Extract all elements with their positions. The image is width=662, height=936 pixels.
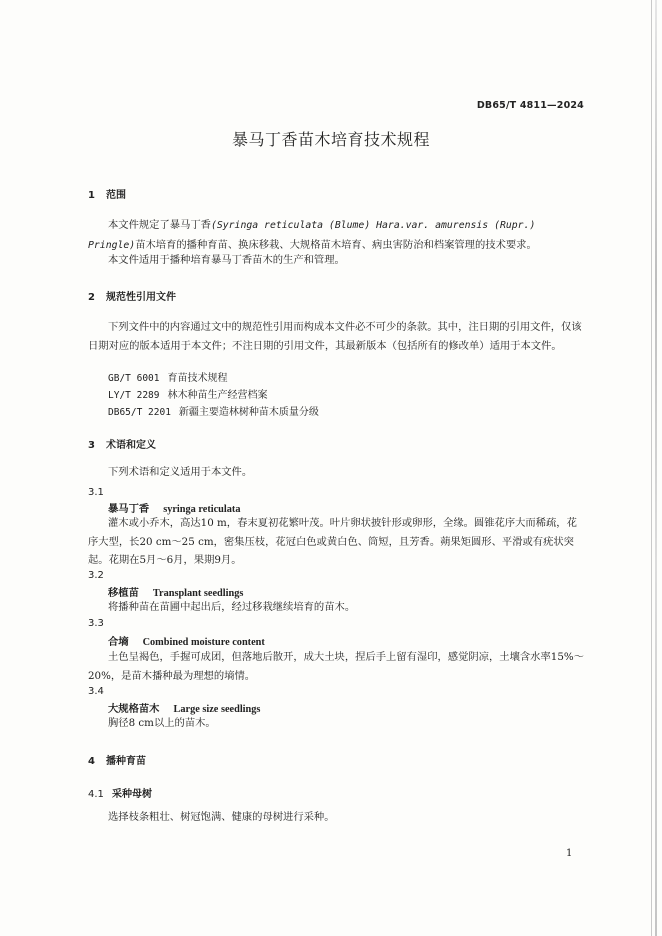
page-number: 1 xyxy=(566,848,573,859)
term-name xyxy=(108,700,260,715)
term-definition: 土色呈褐色，手握可成团，但落地后散开，成大土块，捏后手上留有湿印，感觉阴凉，土壤含水率15%～20%，是苗木播种最为理想的墒情。 xyxy=(88,651,584,682)
term-name-en: syringa reticulata xyxy=(163,504,241,515)
subsection-heading xyxy=(88,785,152,800)
scope-text-pre: 本文件规定了暴马丁香 xyxy=(108,219,211,231)
page-title: 暴马丁香苗木培育技术规程 xyxy=(231,130,430,149)
section-title: 范围 xyxy=(106,190,126,201)
term-name-en: Large size seedlings xyxy=(173,704,261,715)
section-heading-sowing xyxy=(88,752,146,767)
term-number: 3.4 xyxy=(88,686,104,697)
reference-code: LY/T 2289 xyxy=(108,390,160,401)
term-name xyxy=(108,633,265,648)
section-heading-scope xyxy=(88,186,126,201)
reference-item xyxy=(108,403,319,418)
subsection-title: 采种母树 xyxy=(112,789,152,800)
section-number: 1 xyxy=(88,190,95,201)
section-number: 2 xyxy=(88,292,95,303)
term-number: 3.3 xyxy=(88,618,104,629)
term-name-zh: 移植苗 xyxy=(108,587,139,599)
term-name-zh: 暴马丁香 xyxy=(108,503,150,515)
term-number: 3.2 xyxy=(88,570,104,581)
term-name-en: Transplant seedlings xyxy=(152,588,244,599)
reference-name: 新疆主要造林树种苗木质量分级 xyxy=(178,407,319,418)
term-definition: 将播种苗在苗圃中起出后，经过移栽继续培育的苗木。 xyxy=(108,601,356,613)
term-name-en: Combined moisture content xyxy=(142,637,265,648)
scope-paragraph-1 xyxy=(88,216,586,255)
reference-code: GB/T 6001 xyxy=(108,373,160,384)
terms-intro: 下列术语和定义适用于本文件。 xyxy=(108,466,253,478)
subsection-number: 4.1 xyxy=(88,789,104,800)
reference-name: 育苗技术规程 xyxy=(167,373,228,384)
section-title: 规范性引用文件 xyxy=(106,292,176,303)
term-definition: 灌木或小乔木，高达10 m，春末夏初花繁叶茂。叶片卵状披针形或卵形，全缘。圆锥花序大而稀疏，花序大型，长20 cm～25 cm，密集压枝，花冠白色或黄白色、筒短，且芳香。蒴果矩圆形、平滑或有疣状突起。花期在5月～6月，果期9月。 xyxy=(88,517,577,566)
section-title: 播种育苗 xyxy=(106,756,146,767)
reference-item xyxy=(108,386,267,401)
scope-text-post: 苗木培育的播种育苗、换床移栽、大规格苗木培育、病虫害防治和档案管理的技术要求。 xyxy=(135,238,537,251)
section-number: 4 xyxy=(88,756,95,767)
section-heading-terms xyxy=(88,436,156,451)
section-number: 3 xyxy=(88,440,95,451)
term-name xyxy=(108,500,241,515)
reference-code: DB65/T 2201 xyxy=(108,407,171,418)
doc-number: DB65/T 4811—2024 xyxy=(476,100,584,111)
scope-paragraph-2: 本文件适用于播种培育暴马丁香苗木的生产和管理。 xyxy=(108,254,345,266)
term-number: 3.1 xyxy=(88,487,104,498)
normative-intro: 下列文件中的内容通过文中的规范性引用而构成本文件必不可少的条款。其中，注日期的引用文件，仅该日期对应的版本适用于本文件；不注日期的引用文件，其最新版本（包括所有的修改单）适用于本文件。 xyxy=(88,321,582,352)
sowing-text: 选择枝条粗壮、树冠饱满、健康的母树进行采种。 xyxy=(108,811,335,823)
reference-name: 林木种苗生产经营档案 xyxy=(167,390,268,401)
term-name-zh: 合墒 xyxy=(108,636,129,648)
term-name xyxy=(108,584,243,599)
section-heading-normative xyxy=(88,288,176,303)
term-definition: 胸径8 cm以上的苗木。 xyxy=(108,717,216,729)
term-name-zh: 大规格苗木 xyxy=(108,703,160,715)
latin-name: (Syringa reticulata (Blume) Hara.var. amurensis (Rupr.) Pringle) xyxy=(88,220,536,251)
reference-item xyxy=(108,369,227,384)
section-title: 术语和定义 xyxy=(106,440,156,451)
